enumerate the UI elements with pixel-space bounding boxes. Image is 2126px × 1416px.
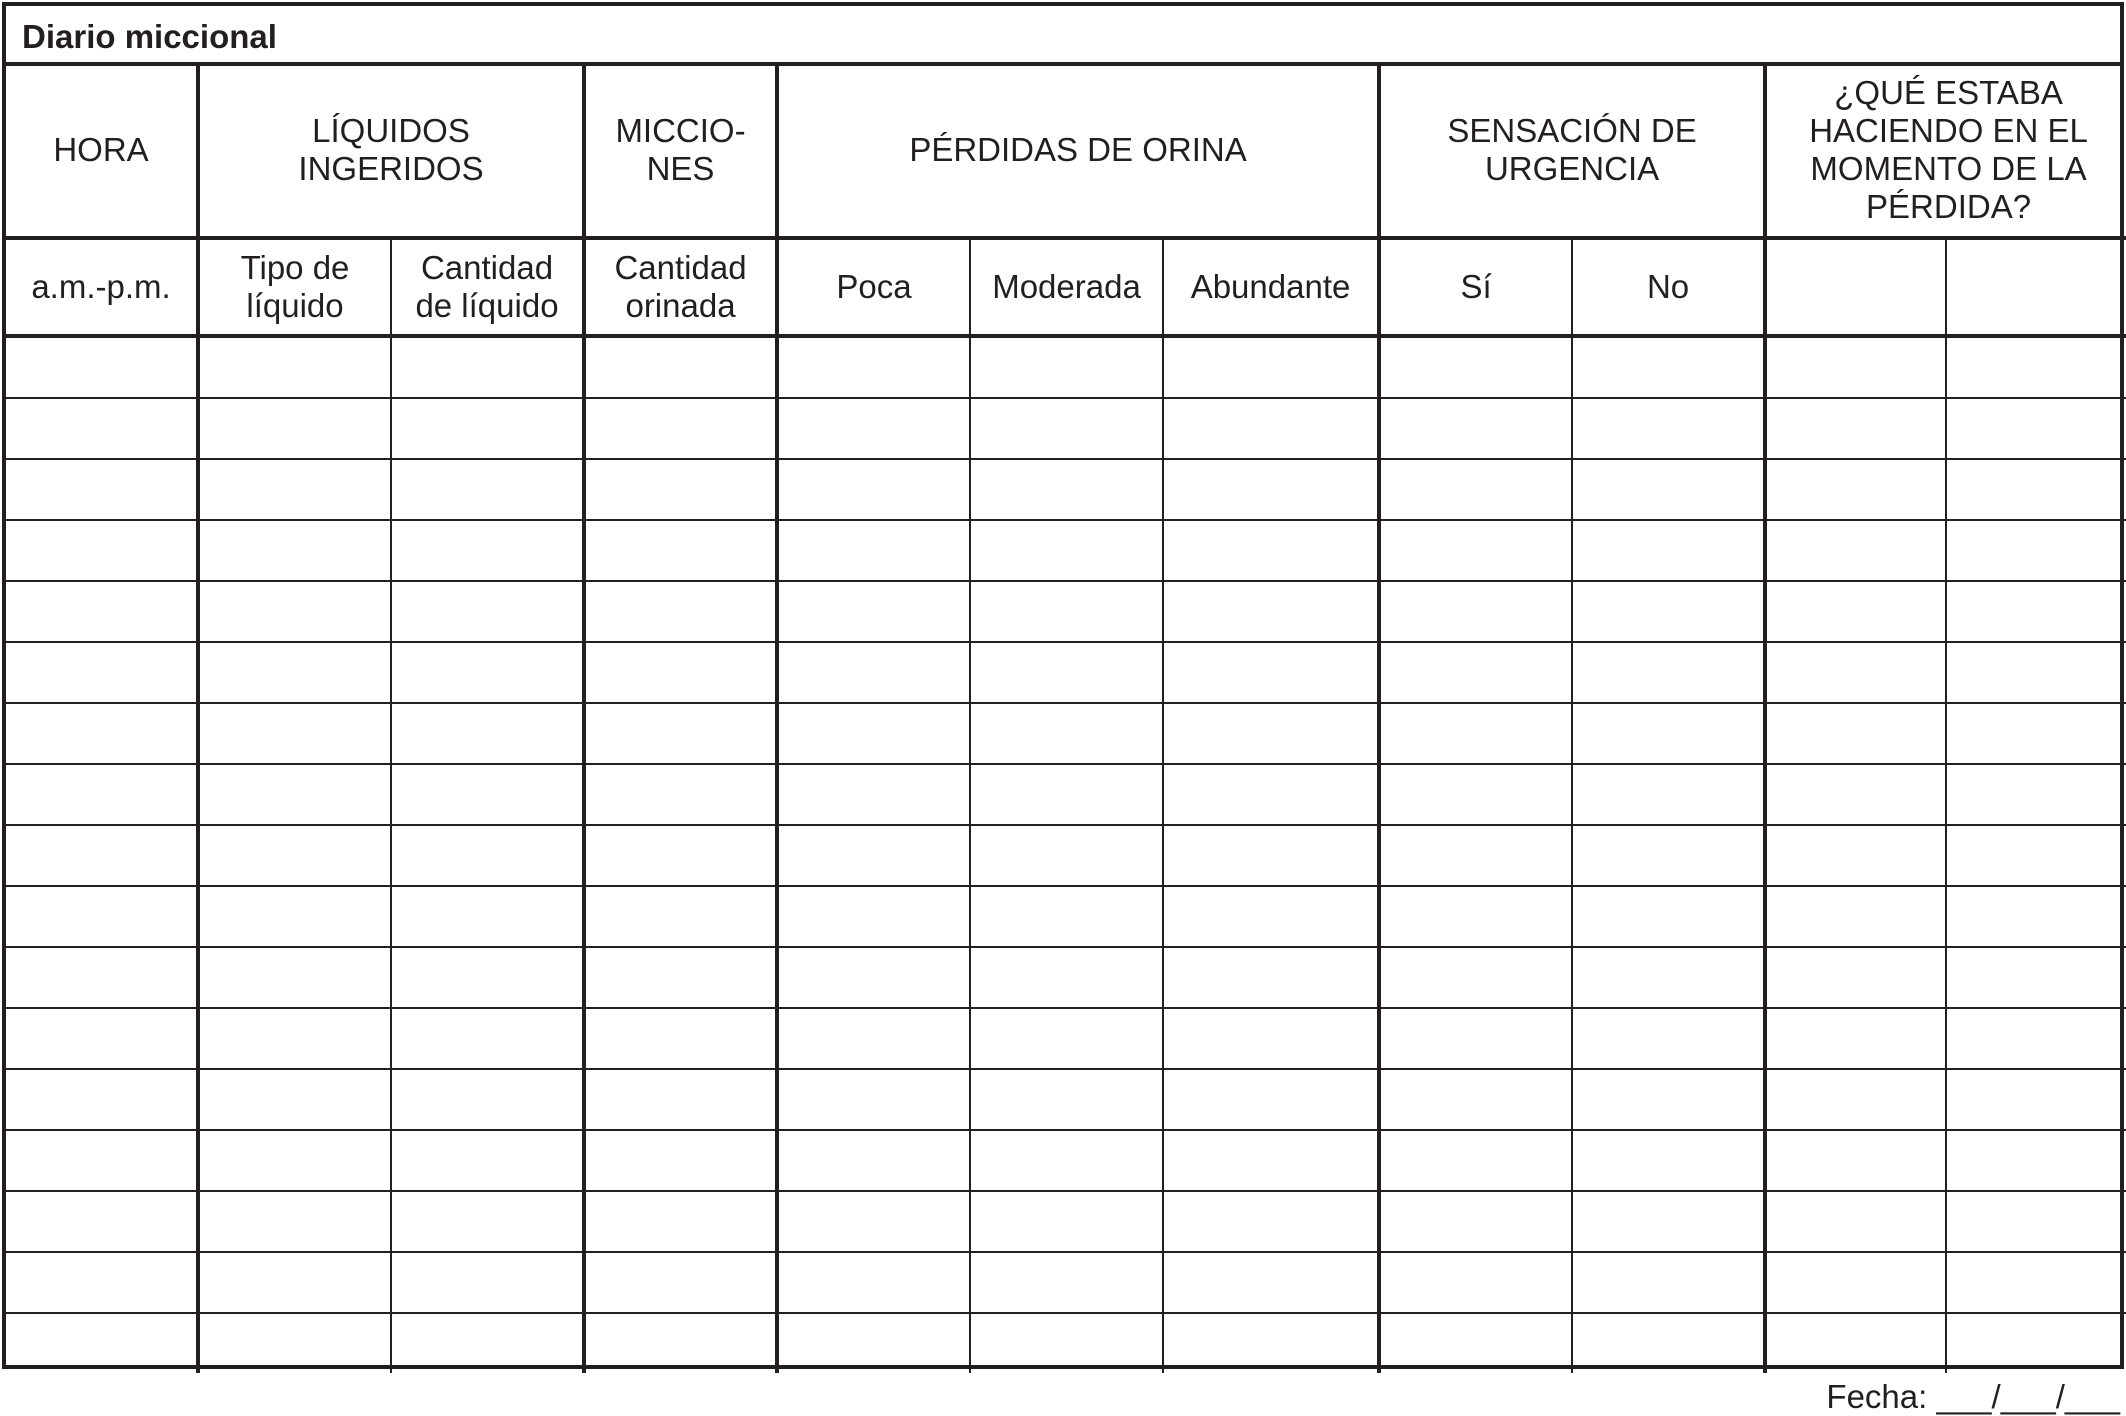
- entry-cell-cantidad-de-liquido[interactable]: [391, 398, 584, 459]
- entry-cell-no[interactable]: [1572, 1191, 1765, 1252]
- entry-cell-hora[interactable]: [6, 1130, 198, 1191]
- entry-cell-no[interactable]: [1572, 886, 1765, 947]
- entry-cell-abundante[interactable]: [1163, 1069, 1379, 1130]
- entry-cell-poca[interactable]: [777, 398, 970, 459]
- entry-cell-poca[interactable]: [777, 1191, 970, 1252]
- entry-cell-moderada[interactable]: [970, 947, 1163, 1008]
- entry-cell-cantidad-orinada[interactable]: [584, 886, 777, 947]
- entry-cell-cantidad-orinada[interactable]: [584, 642, 777, 703]
- entry-cell-activity-1[interactable]: [1765, 1313, 1946, 1373]
- entry-cell-poca[interactable]: [777, 459, 970, 520]
- entry-cell-cantidad-orinada[interactable]: [584, 1191, 777, 1252]
- entry-cell-activity-2[interactable]: [1946, 1191, 2126, 1252]
- entry-cell-cantidad-orinada[interactable]: [584, 1130, 777, 1191]
- entry-cell-abundante[interactable]: [1163, 581, 1379, 642]
- entry-cell-activity-2[interactable]: [1946, 764, 2126, 825]
- entry-cell-moderada[interactable]: [970, 459, 1163, 520]
- entry-cell-activity-2[interactable]: [1946, 825, 2126, 886]
- entry-cell-hora[interactable]: [6, 1191, 198, 1252]
- diary-entry-rows: [6, 336, 2126, 1373]
- entry-cell-cantidad-de-liquido[interactable]: [391, 336, 584, 398]
- diary-frame: [2, 2, 2124, 1369]
- entry-cell-hora[interactable]: [6, 398, 198, 459]
- entry-cell-si[interactable]: [1379, 581, 1572, 642]
- entry-cell-no[interactable]: [1572, 336, 1765, 398]
- entry-cell-activity-2[interactable]: [1946, 1313, 2126, 1373]
- entry-cell-no[interactable]: [1572, 703, 1765, 764]
- table-row: [6, 1191, 2126, 1252]
- entry-cell-tipo-de-liquido[interactable]: [198, 398, 391, 459]
- subheader-cantidad-orinada: Cantidad orinada: [584, 238, 777, 336]
- entry-cell-moderada[interactable]: [970, 1191, 1163, 1252]
- entry-cell-cantidad-de-liquido[interactable]: [391, 764, 584, 825]
- entry-cell-hora[interactable]: [6, 825, 198, 886]
- entry-cell-no[interactable]: [1572, 520, 1765, 581]
- entry-cell-si[interactable]: [1379, 1008, 1572, 1069]
- entry-cell-activity-1[interactable]: [1765, 1130, 1946, 1191]
- entry-cell-no[interactable]: [1572, 459, 1765, 520]
- group-header-row: [6, 64, 2126, 238]
- entry-cell-cantidad-orinada[interactable]: [584, 1313, 777, 1373]
- entry-cell-no[interactable]: [1572, 398, 1765, 459]
- entry-cell-poca[interactable]: [777, 520, 970, 581]
- table-row: [6, 1008, 2126, 1069]
- entry-cell-tipo-de-liquido[interactable]: [198, 1313, 391, 1373]
- diary-title: Diario miccional: [22, 18, 277, 55]
- subheader-activity-2: [1946, 238, 2126, 336]
- entry-cell-no[interactable]: [1572, 1252, 1765, 1313]
- entry-cell-cantidad-de-liquido[interactable]: [391, 1008, 584, 1069]
- subheader-moderada: Moderada: [970, 238, 1163, 336]
- entry-cell-activity-1[interactable]: [1765, 825, 1946, 886]
- entry-cell-activity-1[interactable]: [1765, 581, 1946, 642]
- header-perdidas-de-orina: PÉRDIDAS DE ORINA: [777, 64, 1379, 238]
- entry-cell-hora[interactable]: [6, 703, 198, 764]
- entry-cell-cantidad-de-liquido[interactable]: [391, 886, 584, 947]
- entry-cell-activity-2[interactable]: [1946, 581, 2126, 642]
- table-row: [6, 825, 2126, 886]
- subheader-activity-1: [1765, 238, 1946, 336]
- entry-cell-activity-2[interactable]: [1946, 947, 2126, 1008]
- entry-cell-cantidad-orinada[interactable]: [584, 336, 777, 398]
- entry-cell-abundante[interactable]: [1163, 1252, 1379, 1313]
- entry-cell-abundante[interactable]: [1163, 398, 1379, 459]
- entry-cell-si[interactable]: [1379, 703, 1572, 764]
- entry-cell-activity-1[interactable]: [1765, 764, 1946, 825]
- subheader-poca: Poca: [777, 238, 970, 336]
- entry-cell-no[interactable]: [1572, 947, 1765, 1008]
- entry-cell-poca[interactable]: [777, 1069, 970, 1130]
- entry-cell-abundante[interactable]: [1163, 1130, 1379, 1191]
- entry-cell-cantidad-de-liquido[interactable]: [391, 642, 584, 703]
- diary-table: [6, 64, 2126, 1373]
- entry-cell-hora[interactable]: [6, 336, 198, 398]
- entry-cell-moderada[interactable]: [970, 336, 1163, 398]
- entry-cell-activity-2[interactable]: [1946, 459, 2126, 520]
- entry-cell-poca[interactable]: [777, 1130, 970, 1191]
- entry-cell-no[interactable]: [1572, 1130, 1765, 1191]
- entry-cell-tipo-de-liquido[interactable]: [198, 520, 391, 581]
- table-row: [6, 947, 2126, 1008]
- entry-cell-si[interactable]: [1379, 1313, 1572, 1373]
- entry-cell-cantidad-de-liquido[interactable]: [391, 1069, 584, 1130]
- entry-cell-si[interactable]: [1379, 825, 1572, 886]
- entry-cell-cantidad-orinada[interactable]: [584, 947, 777, 1008]
- entry-cell-moderada[interactable]: [970, 764, 1163, 825]
- subheader-abundante: Abundante: [1163, 238, 1379, 336]
- entry-cell-poca[interactable]: [777, 947, 970, 1008]
- entry-cell-tipo-de-liquido[interactable]: [198, 459, 391, 520]
- header-hora: HORA: [6, 64, 198, 238]
- entry-cell-tipo-de-liquido[interactable]: [198, 1191, 391, 1252]
- header-sensacion-de-urgencia: SENSACIÓN DE URGENCIA: [1379, 64, 1765, 238]
- entry-cell-poca[interactable]: [777, 825, 970, 886]
- entry-cell-cantidad-de-liquido[interactable]: [391, 947, 584, 1008]
- entry-cell-activity-1[interactable]: [1765, 336, 1946, 398]
- entry-cell-no[interactable]: [1572, 764, 1765, 825]
- entry-cell-moderada[interactable]: [970, 825, 1163, 886]
- table-row: [6, 1069, 2126, 1130]
- table-row: [6, 1252, 2126, 1313]
- entry-cell-cantidad-orinada[interactable]: [584, 459, 777, 520]
- entry-cell-cantidad-orinada[interactable]: [584, 1069, 777, 1130]
- entry-cell-abundante[interactable]: [1163, 703, 1379, 764]
- entry-cell-hora[interactable]: [6, 1313, 198, 1373]
- entry-cell-si[interactable]: [1379, 520, 1572, 581]
- entry-cell-activity-1[interactable]: [1765, 1069, 1946, 1130]
- entry-cell-hora[interactable]: [6, 886, 198, 947]
- entry-cell-tipo-de-liquido[interactable]: [198, 336, 391, 398]
- table-row: [6, 336, 2126, 398]
- table-row: [6, 520, 2126, 581]
- header-micciones: MICCIO- NES: [584, 64, 777, 238]
- entry-cell-hora[interactable]: [6, 520, 198, 581]
- entry-cell-cantidad-de-liquido[interactable]: [391, 581, 584, 642]
- entry-cell-tipo-de-liquido[interactable]: [198, 703, 391, 764]
- table-row: [6, 398, 2126, 459]
- entry-cell-activity-1[interactable]: [1765, 642, 1946, 703]
- entry-cell-abundante[interactable]: [1163, 764, 1379, 825]
- header-que-estaba-haciendo: ¿QUÉ ESTABA HACIENDO EN EL MOMENTO DE LA PÉRDIDA?: [1765, 64, 2126, 238]
- entry-cell-tipo-de-liquido[interactable]: [198, 1252, 391, 1313]
- entry-cell-si[interactable]: [1379, 1191, 1572, 1252]
- entry-cell-activity-1[interactable]: [1765, 1191, 1946, 1252]
- entry-cell-poca[interactable]: [777, 1252, 970, 1313]
- entry-cell-no[interactable]: [1572, 581, 1765, 642]
- entry-cell-tipo-de-liquido[interactable]: [198, 764, 391, 825]
- subheader-cantidad-de-liquido: Cantidad de líquido: [391, 238, 584, 336]
- entry-cell-cantidad-de-liquido[interactable]: [391, 459, 584, 520]
- entry-cell-poca[interactable]: [777, 1313, 970, 1373]
- entry-cell-cantidad-orinada[interactable]: [584, 1252, 777, 1313]
- subheader-no: No: [1572, 238, 1765, 336]
- entry-cell-tipo-de-liquido[interactable]: [198, 1130, 391, 1191]
- entry-cell-poca[interactable]: [777, 703, 970, 764]
- date-field[interactable]: Fecha: ___/___/___: [1826, 1378, 2120, 1415]
- entry-cell-hora[interactable]: [6, 581, 198, 642]
- entry-cell-cantidad-de-liquido[interactable]: [391, 1130, 584, 1191]
- entry-cell-tipo-de-liquido[interactable]: [198, 1069, 391, 1130]
- entry-cell-activity-2[interactable]: [1946, 336, 2126, 398]
- entry-cell-cantidad-orinada[interactable]: [584, 581, 777, 642]
- entry-cell-abundante[interactable]: [1163, 825, 1379, 886]
- entry-cell-hora[interactable]: [6, 1252, 198, 1313]
- entry-cell-cantidad-de-liquido[interactable]: [391, 703, 584, 764]
- entry-cell-moderada[interactable]: [970, 642, 1163, 703]
- entry-cell-activity-1[interactable]: [1765, 886, 1946, 947]
- entry-cell-si[interactable]: [1379, 1130, 1572, 1191]
- entry-cell-si[interactable]: [1379, 398, 1572, 459]
- entry-cell-poca[interactable]: [777, 886, 970, 947]
- entry-cell-abundante[interactable]: [1163, 642, 1379, 703]
- entry-cell-activity-1[interactable]: [1765, 459, 1946, 520]
- entry-cell-activity-2[interactable]: [1946, 642, 2126, 703]
- entry-cell-cantidad-orinada[interactable]: [584, 520, 777, 581]
- entry-cell-cantidad-de-liquido[interactable]: [391, 1313, 584, 1373]
- entry-cell-cantidad-de-liquido[interactable]: [391, 1252, 584, 1313]
- subheader-tipo-de-liquido: Tipo de líquido: [198, 238, 391, 336]
- entry-cell-moderada[interactable]: [970, 520, 1163, 581]
- entry-cell-activity-1[interactable]: [1765, 398, 1946, 459]
- entry-cell-moderada[interactable]: [970, 398, 1163, 459]
- entry-cell-moderada[interactable]: [970, 1008, 1163, 1069]
- header-liquidos-ingeridos: LÍQUIDOS INGERIDOS: [198, 64, 584, 238]
- entry-cell-si[interactable]: [1379, 459, 1572, 520]
- entry-cell-si[interactable]: [1379, 336, 1572, 398]
- table-row: [6, 1130, 2126, 1191]
- entry-cell-poca[interactable]: [777, 764, 970, 825]
- entry-cell-tipo-de-liquido[interactable]: [198, 642, 391, 703]
- entry-cell-poca[interactable]: [777, 642, 970, 703]
- entry-cell-activity-2[interactable]: [1946, 1069, 2126, 1130]
- title-bar: [6, 6, 2120, 66]
- entry-cell-hora[interactable]: [6, 764, 198, 825]
- entry-cell-moderada[interactable]: [970, 1130, 1163, 1191]
- entry-cell-moderada[interactable]: [970, 581, 1163, 642]
- entry-cell-hora[interactable]: [6, 642, 198, 703]
- entry-cell-abundante[interactable]: [1163, 1191, 1379, 1252]
- entry-cell-activity-2[interactable]: [1946, 1252, 2126, 1313]
- entry-cell-si[interactable]: [1379, 764, 1572, 825]
- entry-cell-si[interactable]: [1379, 1069, 1572, 1130]
- entry-cell-cantidad-orinada[interactable]: [584, 398, 777, 459]
- entry-cell-activity-2[interactable]: [1946, 703, 2126, 764]
- entry-cell-no[interactable]: [1572, 642, 1765, 703]
- entry-cell-no[interactable]: [1572, 1069, 1765, 1130]
- entry-cell-cantidad-de-liquido[interactable]: [391, 1191, 584, 1252]
- entry-cell-hora[interactable]: [6, 1069, 198, 1130]
- entry-cell-cantidad-orinada[interactable]: [584, 1008, 777, 1069]
- entry-cell-activity-1[interactable]: [1765, 520, 1946, 581]
- entry-cell-moderada[interactable]: [970, 1252, 1163, 1313]
- entry-cell-abundante[interactable]: [1163, 886, 1379, 947]
- entry-cell-tipo-de-liquido[interactable]: [198, 581, 391, 642]
- entry-cell-poca[interactable]: [777, 581, 970, 642]
- table-row: [6, 1313, 2126, 1373]
- entry-cell-cantidad-orinada[interactable]: [584, 764, 777, 825]
- subheader-si: Sí: [1379, 238, 1572, 336]
- entry-cell-tipo-de-liquido[interactable]: [198, 886, 391, 947]
- entry-cell-poca[interactable]: [777, 336, 970, 398]
- table-row: [6, 459, 2126, 520]
- table-row: [6, 703, 2126, 764]
- entry-cell-si[interactable]: [1379, 1252, 1572, 1313]
- entry-cell-cantidad-orinada[interactable]: [584, 703, 777, 764]
- table-row: [6, 764, 2126, 825]
- sub-header-row: [6, 238, 2126, 336]
- entry-cell-moderada[interactable]: [970, 886, 1163, 947]
- entry-cell-abundante[interactable]: [1163, 336, 1379, 398]
- entry-cell-abundante[interactable]: [1163, 520, 1379, 581]
- table-row: [6, 581, 2126, 642]
- entry-cell-poca[interactable]: [777, 1008, 970, 1069]
- entry-cell-activity-2[interactable]: [1946, 1008, 2126, 1069]
- entry-cell-hora[interactable]: [6, 1008, 198, 1069]
- entry-cell-abundante[interactable]: [1163, 459, 1379, 520]
- subheader-am-pm: a.m.-p.m.: [6, 238, 198, 336]
- entry-cell-tipo-de-liquido[interactable]: [198, 947, 391, 1008]
- entry-cell-si[interactable]: [1379, 947, 1572, 1008]
- table-row: [6, 886, 2126, 947]
- entry-cell-no[interactable]: [1572, 825, 1765, 886]
- entry-cell-moderada[interactable]: [970, 703, 1163, 764]
- entry-cell-activity-2[interactable]: [1946, 1130, 2126, 1191]
- entry-cell-cantidad-de-liquido[interactable]: [391, 520, 584, 581]
- entry-cell-activity-1[interactable]: [1765, 947, 1946, 1008]
- entry-cell-activity-2[interactable]: [1946, 886, 2126, 947]
- entry-cell-cantidad-orinada[interactable]: [584, 825, 777, 886]
- entry-cell-si[interactable]: [1379, 886, 1572, 947]
- entry-cell-abundante[interactable]: [1163, 947, 1379, 1008]
- entry-cell-cantidad-de-liquido[interactable]: [391, 825, 584, 886]
- entry-cell-activity-1[interactable]: [1765, 1008, 1946, 1069]
- entry-cell-activity-1[interactable]: [1765, 1252, 1946, 1313]
- entry-cell-activity-2[interactable]: [1946, 398, 2126, 459]
- entry-cell-abundante[interactable]: [1163, 1313, 1379, 1373]
- entry-cell-hora[interactable]: [6, 947, 198, 1008]
- entry-cell-activity-2[interactable]: [1946, 520, 2126, 581]
- entry-cell-activity-1[interactable]: [1765, 703, 1946, 764]
- entry-cell-no[interactable]: [1572, 1313, 1765, 1373]
- entry-cell-hora[interactable]: [6, 459, 198, 520]
- table-row: [6, 642, 2126, 703]
- entry-cell-no[interactable]: [1572, 1008, 1765, 1069]
- entry-cell-moderada[interactable]: [970, 1313, 1163, 1373]
- entry-cell-tipo-de-liquido[interactable]: [198, 825, 391, 886]
- entry-cell-tipo-de-liquido[interactable]: [198, 1008, 391, 1069]
- entry-cell-moderada[interactable]: [970, 1069, 1163, 1130]
- entry-cell-abundante[interactable]: [1163, 1008, 1379, 1069]
- entry-cell-si[interactable]: [1379, 642, 1572, 703]
